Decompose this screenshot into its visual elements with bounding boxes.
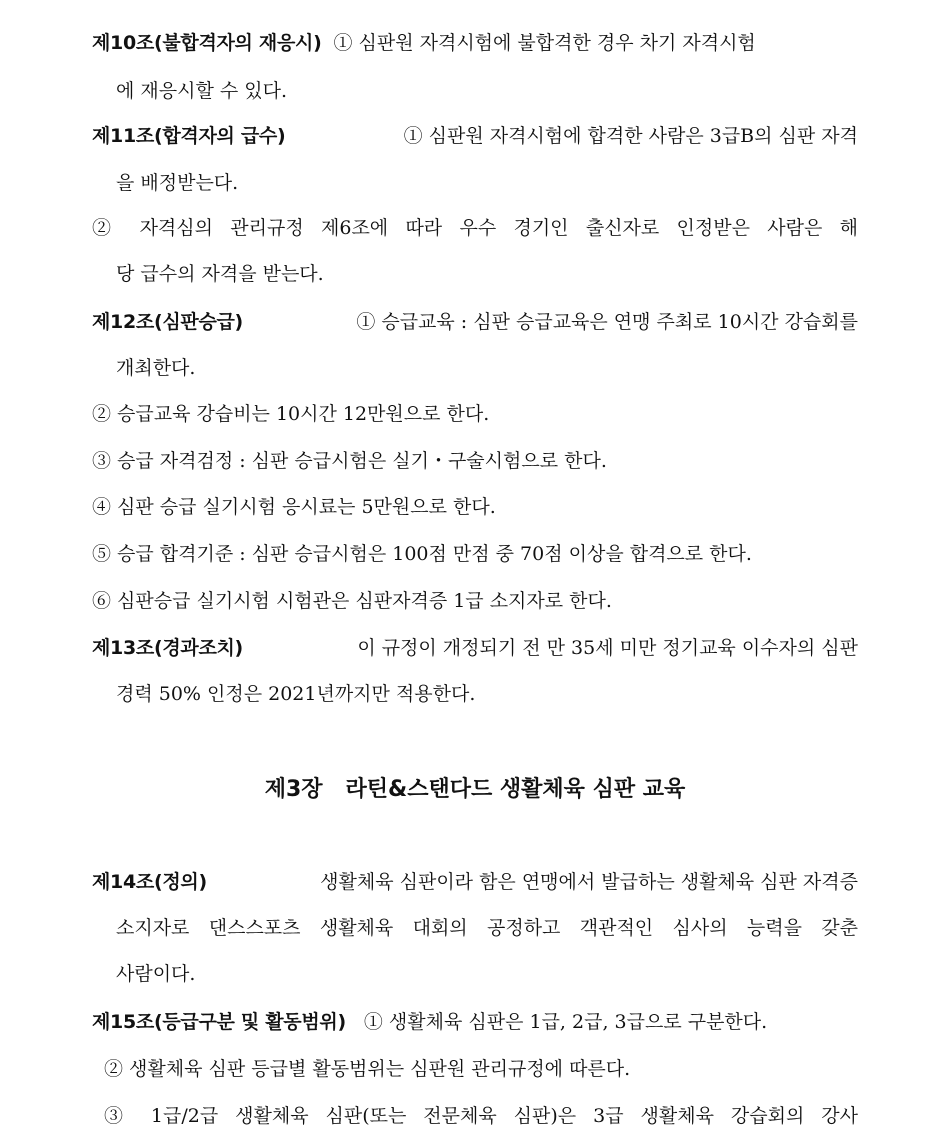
article-11-line-1: [92, 123, 858, 149]
chapter-3-title: 제3장 라틴&스탠다드 생활체육 심판 교육: [264, 777, 686, 802]
article-15-para-3: ③ 1급/2급 생활체육 심판(또는 전문체육 심판)은 3급 생활체육 강습회의 강사: [104, 1105, 858, 1127]
article-14-line-3: 사람이다.: [116, 963, 196, 985]
article-10-line-2: 에 재응시할 수 있다.: [116, 80, 287, 102]
article-12-para-5: ⑤ 승급 합격기준 : 심판 승급시험은 100점 만점 중 70점 이상을 합격으로 한다.: [92, 543, 752, 565]
article-15-text: ① 생활체육 심판은 1급, 2급, 3급으로 구분한다.: [363, 1011, 768, 1033]
article-15-line-1: [92, 1009, 767, 1035]
article-14-text: 생활체육 심판이라 함은 연맹에서 발급하는 생활체육 심판 자격증: [320, 871, 858, 893]
article-12-heading: 제12조(심판승급): [92, 311, 243, 333]
article-14-heading: 제14조(정의): [92, 871, 207, 893]
article-12-para-6: ⑥ 심판승급 실기시험 시험관은 심판자격증 1급 소지자로 한다.: [92, 590, 612, 612]
article-12-para-2: ② 승급교육 강습비는 10시간 12만원으로 한다.: [92, 403, 490, 425]
article-11-para-2-line-2: 당 급수의 자격을 받는다.: [116, 263, 324, 285]
article-11-text: ① 심판원 자격시험에 합격한 사람은 3급B의 심판 자격: [403, 125, 858, 147]
article-12-para-3: ③ 승급 자격검정 : 심판 승급시험은 실기・구술시험으로 한다.: [92, 450, 607, 472]
article-11-heading: 제11조(합격자의 급수): [92, 125, 286, 147]
article-12-para-4: ④ 심판 승급 실기시험 응시료는 5만원으로 한다.: [92, 496, 496, 518]
article-14-line-1: [92, 869, 858, 895]
article-15-heading: 제15조(등급구분 및 활동범위): [92, 1011, 346, 1033]
article-10-text: ① 심판원 자격시험에 불합격한 경우 차기 자격시험: [333, 32, 756, 54]
article-12-line-2: 개최한다.: [116, 357, 196, 379]
article-11-line-2: 을 배정받는다.: [116, 172, 239, 194]
article-11-para-2-line-1: ② 자격심의 관리규정 제6조에 따라 우수 경기인 출신자로 인정받은 사람은 해: [92, 217, 858, 239]
article-12-text: ① 승급교육 : 심판 승급교육은 연맹 주최로 10시간 강습회를: [356, 311, 858, 333]
article-13-heading: 제13조(경과조치): [92, 637, 243, 659]
article-10-line-1: [92, 30, 858, 56]
article-10-heading: 제10조(불합격자의 재응시): [92, 32, 322, 54]
article-13-text: 이 규정이 개정되기 전 만 35세 미만 정기교육 이수자의 심판: [357, 637, 858, 659]
article-15-para-2: ② 생활체육 심판 등급별 활동범위는 심판원 관리규정에 따른다.: [104, 1058, 631, 1080]
article-13-line-2: 경력 50% 인정은 2021년까지만 적용한다.: [116, 683, 476, 705]
article-14-line-2: 소지자로 댄스스포츠 생활체육 대회의 공정하고 객관적인 심사의 능력을 갖춘: [116, 917, 858, 939]
article-12-line-1: [92, 309, 858, 335]
article-13-line-1: [92, 635, 858, 661]
